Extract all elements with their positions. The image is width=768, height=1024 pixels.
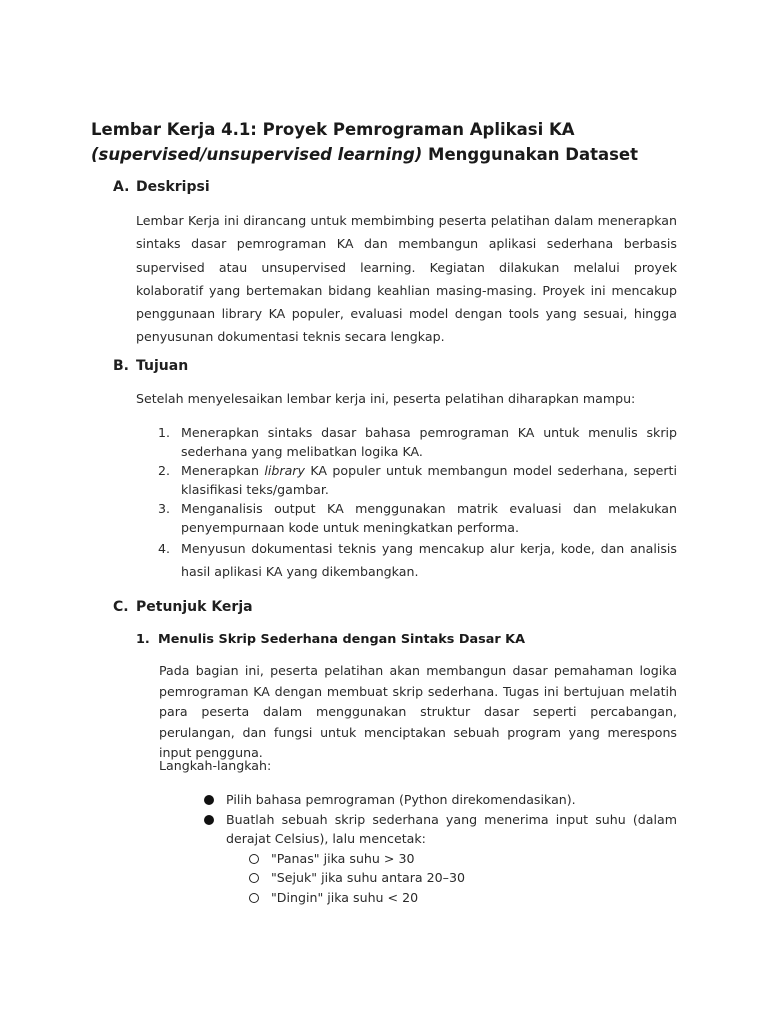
- list-item: [204, 790, 677, 810]
- list-item-text: Buatlah sebuah skrip sederhana yang menerima input suhu (dalam derajat Celsius), lalu mencetak:: [226, 811, 677, 846]
- list-item-number: 2.: [158, 463, 171, 478]
- section-a-title: Deskripsi: [136, 179, 210, 195]
- hollow-bullet-icon: [249, 893, 259, 903]
- title-line-2: [91, 142, 691, 167]
- description-paragraph: Lembar Kerja ini dirancang untuk membimbing peserta pelatihan dalam menerapkan sintaks dasar pemrograman KA dan membangun aplikasi sederhana berbasis supervised atau unsupervised learning. Kegiatan dilakukan melalui proyek kolaboratif yang bertemakan bidang keahlian masing-masing. Proyek ini mencakup penggunaan library KA populer, evaluasi model dengan tools yang sesuai, hingga penyusunan dokumentasi teknis secara lengkap.: [136, 213, 677, 345]
- list-item-number: 1.: [158, 425, 171, 440]
- hollow-bullet-icon: [249, 873, 259, 883]
- list-item-text: "Dingin" jika suhu < 20: [271, 889, 419, 905]
- list-item: [136, 461, 677, 499]
- section-b-title: Tujuan: [136, 358, 189, 374]
- list-item-text: Menganalisis output KA menggunakan matrik evaluasi dan melakukan penyempurnaan kode untuk meningkatkan performa.: [181, 501, 677, 535]
- list-item: [249, 868, 677, 888]
- list-item-text-before: Menerapkan: [181, 463, 265, 478]
- list-item: [249, 888, 677, 908]
- list-item: [204, 810, 677, 908]
- section-c-title: Petunjuk Kerja: [136, 599, 253, 615]
- condition-list: [226, 849, 677, 908]
- title-suffix: Menggunakan Dataset: [422, 145, 639, 164]
- steps-list: [204, 790, 677, 907]
- title-main: Proyek Pemrograman Aplikasi KA: [256, 120, 575, 139]
- objectives-intro: Setelah menyelesaikan lembar kerja ini, peserta pelatihan diharapkan mampu:: [136, 391, 636, 406]
- title-line-1: [91, 117, 691, 142]
- list-item-text: "Sejuk" jika suhu antara 20–30: [271, 870, 466, 885]
- list-item-number: 3.: [158, 501, 171, 516]
- list-item-italic-term: library: [264, 463, 305, 478]
- list-item-text: Menyusun dokumentasi teknis yang mencakup alur kerja, kode, dan analisis hasil aplikasi KA yang dikembangkan.: [181, 541, 677, 579]
- list-item: [249, 849, 677, 869]
- title-prefix: Lembar Kerja 4.1:: [91, 120, 257, 139]
- objectives-list: [136, 423, 677, 583]
- list-item: [136, 423, 677, 461]
- subsection-1-paragraph: Pada bagian ini, peserta pelatihan akan membangun dasar pemahaman logika pemrograman KA dengan membuat skrip sederhana. Tugas ini bertujuan melatih para peserta dalam menggunakan struktur dasar seperti percabangan, perulangan, dan fungsi untuk menciptakan sebuah program yang merespons input pengguna.: [159, 663, 677, 760]
- title-italic: (supervised/unsupervised learning): [91, 145, 423, 164]
- page-title: [91, 117, 691, 167]
- list-item-text-after: KA populer untuk membangun model sederhana, seperti klasifikasi teks/gambar.: [181, 463, 677, 497]
- section-c-letter: C.: [113, 599, 129, 615]
- list-item-text: Pilih bahasa pemrograman (Python direkomendasikan).: [226, 792, 576, 807]
- section-b-heading: [113, 356, 188, 376]
- list-item: [136, 537, 677, 583]
- list-item: [136, 499, 677, 537]
- list-item-text: "Panas" jika suhu > 30: [271, 850, 415, 866]
- bullet-icon: [204, 795, 214, 805]
- hollow-bullet-icon: [249, 854, 259, 864]
- subsection-1-heading: [136, 630, 677, 650]
- subsection-1-number: 1.: [136, 632, 150, 647]
- subsection-1-title: Menulis Skrip Sederhana dengan Sintaks Dasar KA: [158, 632, 525, 647]
- section-b-letter: B.: [113, 358, 129, 374]
- list-item-number: 4.: [158, 541, 171, 556]
- section-a-letter: A.: [113, 179, 130, 195]
- section-a-heading: [113, 177, 210, 197]
- steps-label: Langkah-langkah:: [159, 758, 272, 773]
- section-c-heading: [113, 597, 253, 617]
- bullet-icon: [204, 815, 214, 825]
- list-item-text: Menerapkan sintaks dasar bahasa pemrograman KA untuk menulis skrip sederhana yang melibatkan logika KA.: [181, 425, 677, 459]
